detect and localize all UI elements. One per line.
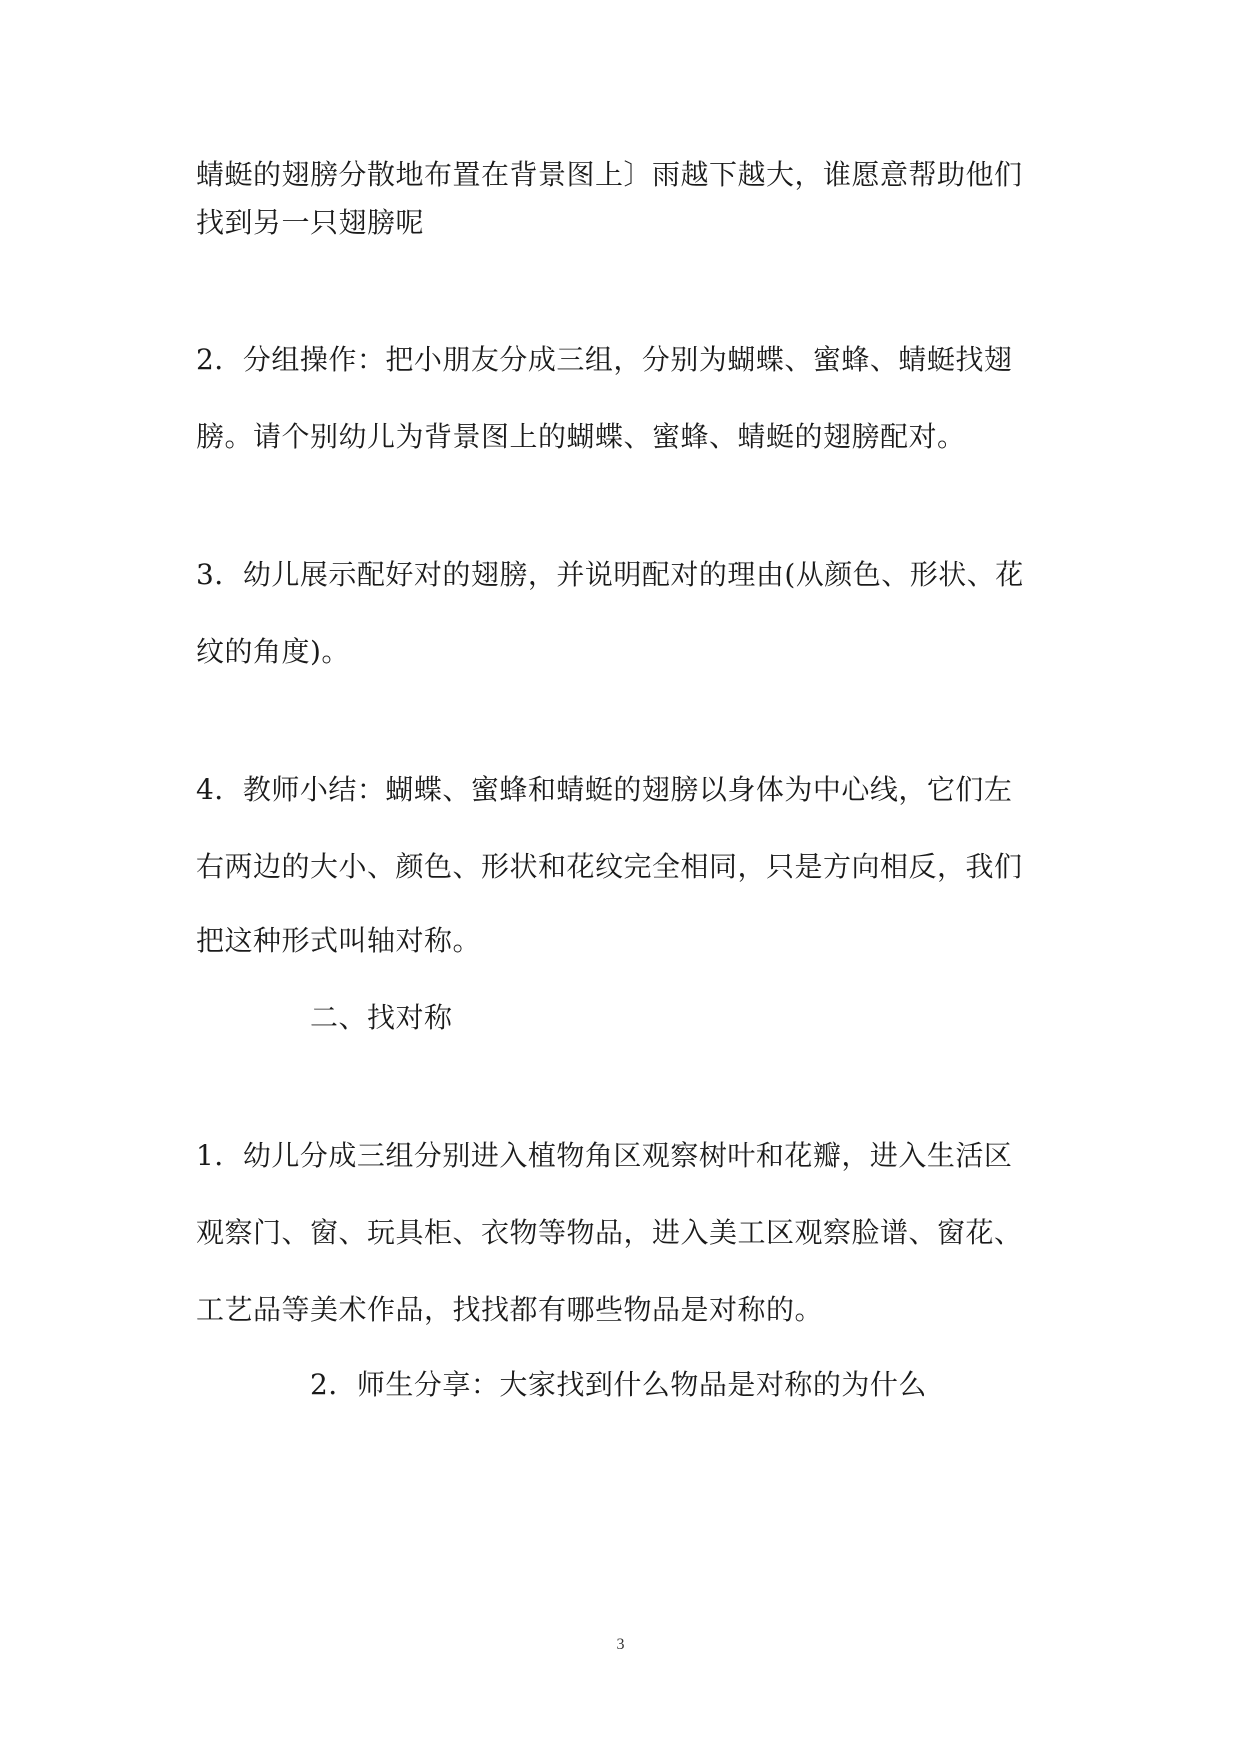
paragraph-line: 把这种形式叫轴对称。 <box>196 924 482 957</box>
section-heading: 二、找对称 <box>310 1001 453 1034</box>
paragraph-line: 工艺品等美术作品，找找都有哪些物品是对称的。 <box>196 1293 824 1326</box>
paragraph-line: 4．教师小结：蝴蝶、蜜蜂和蜻蜓的翅膀以身体为中心线，它们左 <box>196 773 1013 806</box>
page-number: 3 <box>616 1636 625 1653</box>
paragraph-line: 1．幼儿分成三组分别进入植物角区观察树叶和花瓣，进入生活区 <box>196 1139 1013 1172</box>
paragraph-line: 纹的角度)。 <box>196 635 350 668</box>
paragraph-line: 找到另一只翅膀呢 <box>196 206 425 239</box>
paragraph-line: 2．分组操作：把小朋友分成三组，分别为蝴蝶、蜜蜂、蜻蜓找翅 <box>196 343 1013 376</box>
paragraph-line: 2．师生分享：大家找到什么物品是对称的为什么 <box>310 1368 927 1401</box>
paragraph-line: 观察门、窗、玩具柜、衣物等物品，进入美工区观察脸谱、窗花、 <box>196 1216 1023 1249</box>
paragraph-line: 3．幼儿展示配好对的翅膀，并说明配对的理由(从颜色、形状、花 <box>196 558 1024 591</box>
paragraph-line: 膀。请个别幼儿为背景图上的蝴蝶、蜜蜂、蜻蜓的翅膀配对。 <box>196 420 966 453</box>
paragraph-line: 蜻蜓的翅膀分散地布置在背景图上〕雨越下越大，谁愿意帮助他们 <box>196 158 1023 191</box>
paragraph-line: 右两边的大小、颜色、形状和花纹完全相同，只是方向相反，我们 <box>196 850 1023 883</box>
